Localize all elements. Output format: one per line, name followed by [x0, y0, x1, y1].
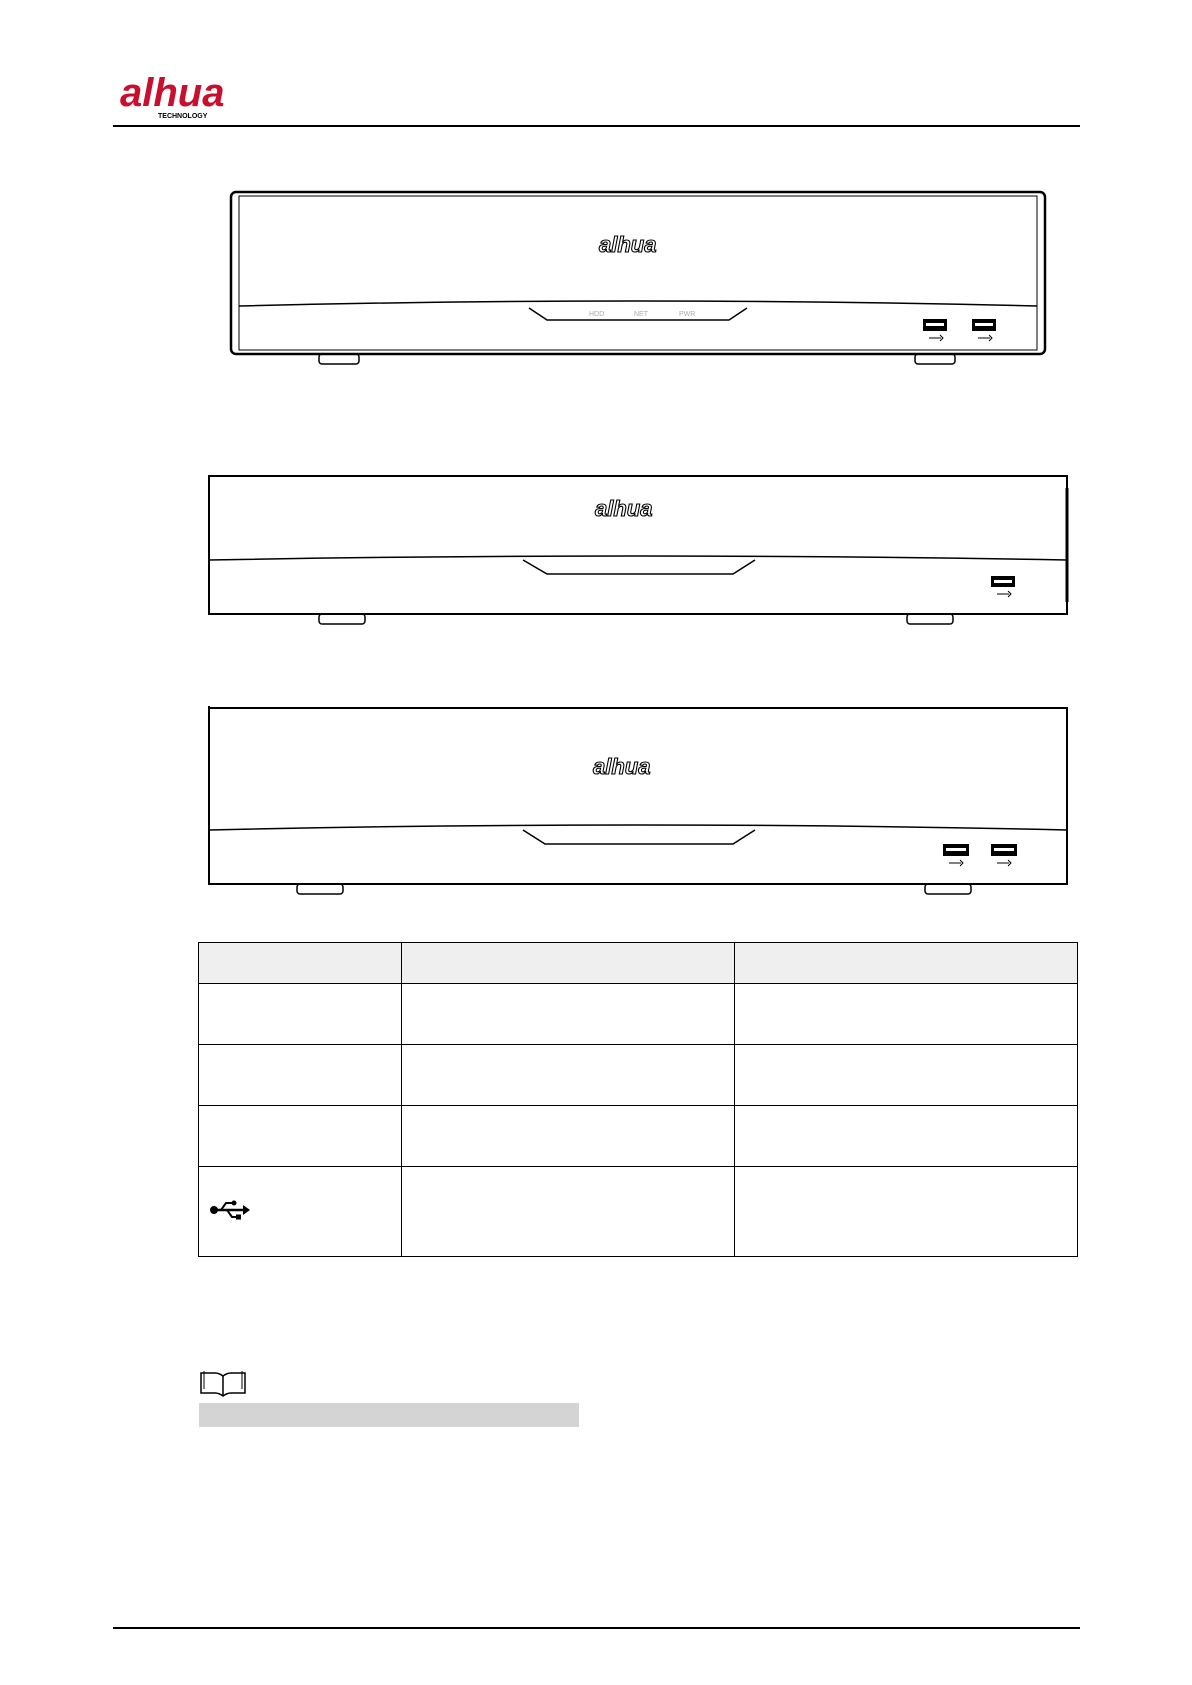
table-cell — [735, 1045, 1078, 1106]
device1-logo: alhua — [599, 232, 657, 257]
table-row — [199, 1106, 1078, 1167]
usb-port-4[interactable] — [943, 844, 969, 856]
usb-port-5[interactable] — [991, 844, 1017, 856]
table-header-cell — [402, 943, 735, 984]
device2-logo: alhua — [595, 496, 653, 521]
indicator-hdd: HDD — [589, 311, 605, 318]
table-cell — [199, 1106, 402, 1167]
table-cell — [735, 1167, 1078, 1257]
table-cell — [735, 984, 1078, 1045]
usb-port-1[interactable] — [923, 319, 947, 331]
usb-icon — [209, 1199, 251, 1221]
table-cell — [199, 1045, 402, 1106]
header-logo-text: alhua — [120, 71, 225, 115]
device-front-panel-3 — [207, 706, 1071, 896]
table-cell-usb — [199, 1167, 402, 1257]
table-row — [199, 1167, 1078, 1257]
table-cell — [735, 1106, 1078, 1167]
indicator-net: NET — [634, 311, 648, 318]
front-panel-table — [198, 942, 1078, 1257]
note-highlight-bar — [199, 1403, 579, 1427]
header-logo-subtext: TECHNOLOGY — [158, 113, 208, 120]
table-row — [199, 984, 1078, 1045]
book-icon — [199, 1369, 247, 1397]
table-cell — [402, 984, 735, 1045]
dahua-logo — [118, 70, 258, 120]
table-header-cell — [735, 943, 1078, 984]
table-cell — [199, 984, 402, 1045]
indicator-pwr: PWR — [679, 311, 696, 318]
table-cell — [402, 1106, 735, 1167]
header-rule — [113, 125, 1080, 127]
usb-port-2[interactable] — [972, 319, 996, 331]
footer-rule — [113, 1627, 1080, 1629]
table-row — [199, 1045, 1078, 1106]
device-front-panel-2 — [207, 474, 1069, 626]
table-header-row — [199, 943, 1078, 984]
device3-logo: alhua — [593, 754, 651, 779]
table-cell — [402, 1045, 735, 1106]
device-front-panel-1 — [229, 190, 1049, 368]
usb-port-3[interactable] — [991, 576, 1015, 587]
table-cell — [402, 1167, 735, 1257]
table-header-cell — [199, 943, 402, 984]
